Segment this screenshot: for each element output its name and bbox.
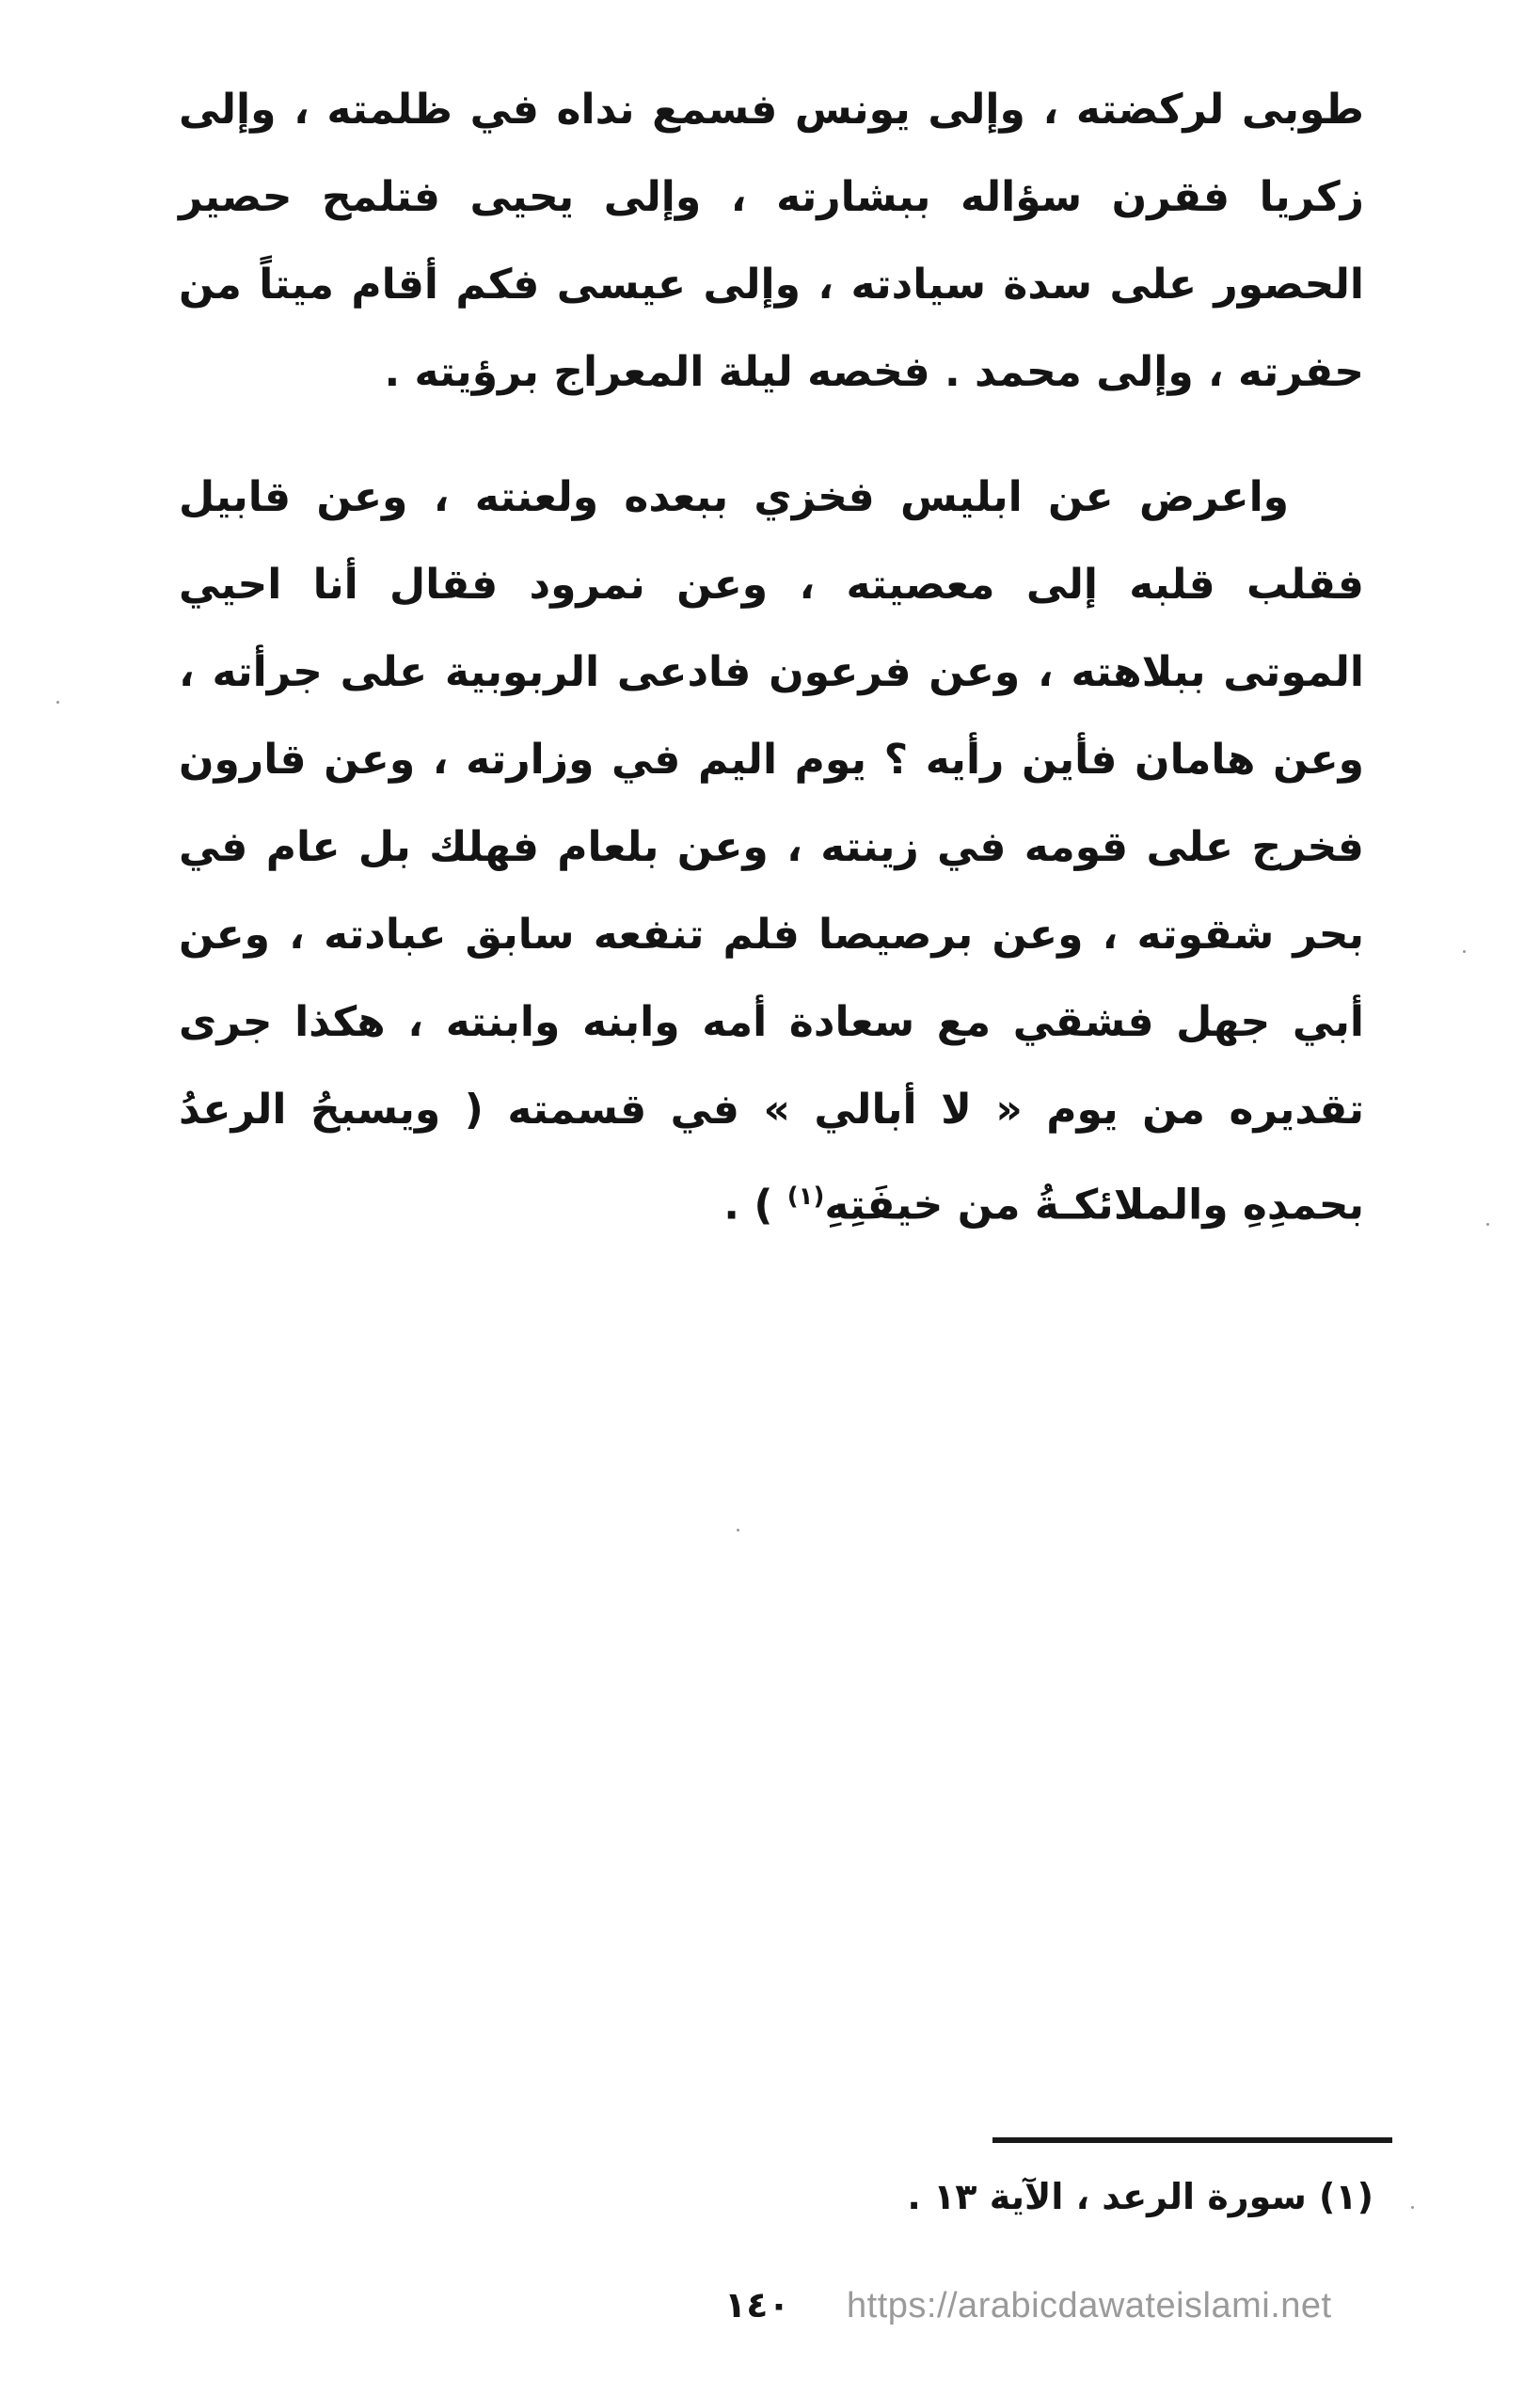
scan-speck <box>1486 1223 1489 1226</box>
footnote: (١) سورة الرعد ، الآية ١٣ . <box>907 2176 1373 2217</box>
paragraph-2-end: ) . <box>723 1181 787 1230</box>
paragraph-1: طوبى لركضته ، وإلى يونس فسمع نداه في ظلمته ، وإلى زكريا فقرن سؤاله ببشارته ، وإلى يحيى فتلمح حصير الحصور على سدة سيادته ، وإلى عيسى فكم أقام ميتاً من حفرته ، وإلى محمد . فخصه ليلة المعراج برؤيته . <box>179 86 1364 396</box>
scan-speck <box>1463 950 1466 953</box>
footnote-divider <box>992 2137 1392 2143</box>
footnote-reference: (١) <box>786 1183 825 1211</box>
paragraph-2 <box>179 453 1364 1249</box>
scan-speck <box>56 701 59 704</box>
scan-speck <box>1411 2206 1414 2209</box>
body-text <box>179 66 1364 1249</box>
page-number: ١٤٠ <box>724 2284 790 2325</box>
scan-speck <box>737 1529 739 1532</box>
paragraph-2-text: واعرض عن ابليس فخزي ببعده ولعنته ، وعن قابيل فقلب قلبه إلى معصيته ، وعن نمرود فقال أنا احيي الموتى ببلاهته ، وعن فرعون فادعى الربوبية على جرأته ، وعن هامان فأين رأيه ؟ يوم اليم في وزارته ، وعن قارون فخرج على قومه في زينته ، وعن بلعام فهلك بل عام في بحر شقوته ، وعن برصيصا فلم تنفعه سابق عبادته ، وعن أبي جهل فشقي مع سعادة أمه وابنه وابنته ، هكذا جرى تقديره من يوم « لا أبالي » في قسمته ( ويسبحُ الرعدُ بحمدِهِ والملائكـةُ من خيفَتِهِ <box>179 473 1364 1230</box>
watermark-url: https://arabicdawateislami.net <box>847 2286 1332 2325</box>
